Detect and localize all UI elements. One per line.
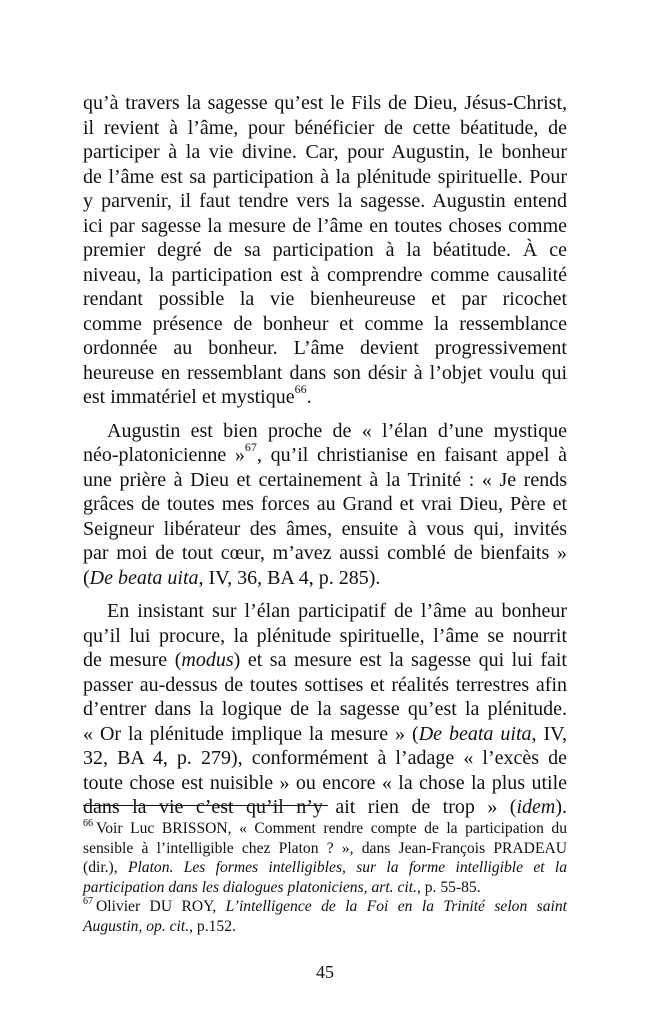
- text-line: de l’âme est sa participation à la plénitude spirituelle. Pour: [83, 165, 567, 188]
- footnote-ref-66: 66: [294, 382, 307, 396]
- text-line: participer à la vie divine. Car, pour Augustin, le bonheur: [83, 141, 567, 163]
- text-line: grâces de toutes mes forces au Grand et vrai Dieu, Père et: [83, 493, 567, 515]
- text-line: une prière à Dieu et certainement à la Trinité : « Je rends: [83, 468, 567, 491]
- paragraph-2: [83, 419, 567, 591]
- text-line: En insistant sur l’élan participatif de l’âme au bonheur: [107, 600, 567, 622]
- footnote-67: $^{67}$ Olivier DU ROY, L’intelligence de la Foi en la Trinité selon saint: [83, 896, 567, 916]
- footnote-line: Augustin, op. cit., p.152.: [83, 917, 236, 935]
- footnote-separator: [83, 805, 328, 806]
- text-line: niveau, la participation est à comprendre comme causalité: [83, 263, 567, 286]
- text-line: « Or la plénitude implique la mesure » (De beata uita, IV,: [83, 722, 567, 745]
- text-line: Seigneur libérateur des âmes, ensuite à vous qui, invités: [83, 517, 567, 540]
- text-line: rendant possible la vie bienheureuse et par ricochet: [83, 288, 567, 310]
- footnotes: [83, 819, 567, 937]
- text-line: par moi de tout cœur, m’avez aussi comblé de bienfaits »: [83, 542, 567, 564]
- text-line: d’entrer dans la logique de la sagesse qu’est la plénitude.: [83, 698, 567, 720]
- text-line: premier degré de sa participation à la béatitude. À ce: [83, 239, 567, 261]
- footnote-line: sensible à l’intelligible chez Platon ? », dans Jean-François PRADEAU: [83, 839, 567, 857]
- text-line: 32, BA 4, p. 279), conformément à l’adage « l’excès de: [83, 747, 567, 769]
- text-line: qu’il lui procure, la plénitude spirituelle, l’âme se nourrit: [83, 624, 567, 647]
- footnote-ref-67: 67: [244, 440, 257, 454]
- text-line: y parvenir, il faut tendre vers la sagesse. Augustin entend: [83, 190, 567, 212]
- text-line: dans la vie c’est qu’il n’y ait rien de trop » (idem).: [83, 796, 567, 818]
- text-line: ordonnée au bonheur. L’âme devient progressivement: [83, 337, 567, 359]
- page-number: 45: [316, 962, 334, 982]
- footnote-line: (dir.), Platon. Les formes intelligibles, sur la forme intelligible et la: [83, 859, 568, 877]
- text-line: passer au-dessus de toutes sottises et réalités terrestres afin: [83, 673, 567, 696]
- text-line: (De beata uita, IV, 36, BA 4, p. 285).: [83, 566, 381, 589]
- footnote-66: $^{66}$ Voir Luc BRISSON, « Comment rendre compte de la participation du: [83, 818, 567, 837]
- paragraph-3: [83, 599, 567, 820]
- paragraph-1: [83, 91, 567, 410]
- text-line: néo-platonicienne »$^{67}$, qu’il christianise en faisant appel à: [83, 440, 567, 466]
- text-line: il revient à l’âme, pour bénéficier de cette béatitude, de: [83, 116, 567, 139]
- text-line: qu’à travers la sagesse qu’est le Fils de Dieu, Jésus-Christ,: [83, 92, 567, 114]
- text-line: heureuse en ressemblant dans son désir à l’objet voulu qui: [83, 361, 567, 384]
- text-line: toute chose est nuisible » ou encore « la chose la plus utile: [83, 771, 567, 794]
- text-line: Augustin est bien proche de « l’élan d’une mystique: [107, 419, 567, 442]
- text-line: ici par sagesse la mesure de l’âme en toutes choses comme: [83, 214, 567, 237]
- text-line: comme présence de bonheur et comme la ressemblance: [83, 312, 567, 335]
- text-line: de mesure (modus) et sa mesure est la sagesse qui lui fait: [83, 649, 567, 671]
- text-line: est immatériel et mystique$^{66}$.: [83, 382, 312, 408]
- body-text: [83, 91, 567, 829]
- footnote-line: participation dans les dialogues platoniciens, art. cit., p. 55-85.: [83, 878, 481, 896]
